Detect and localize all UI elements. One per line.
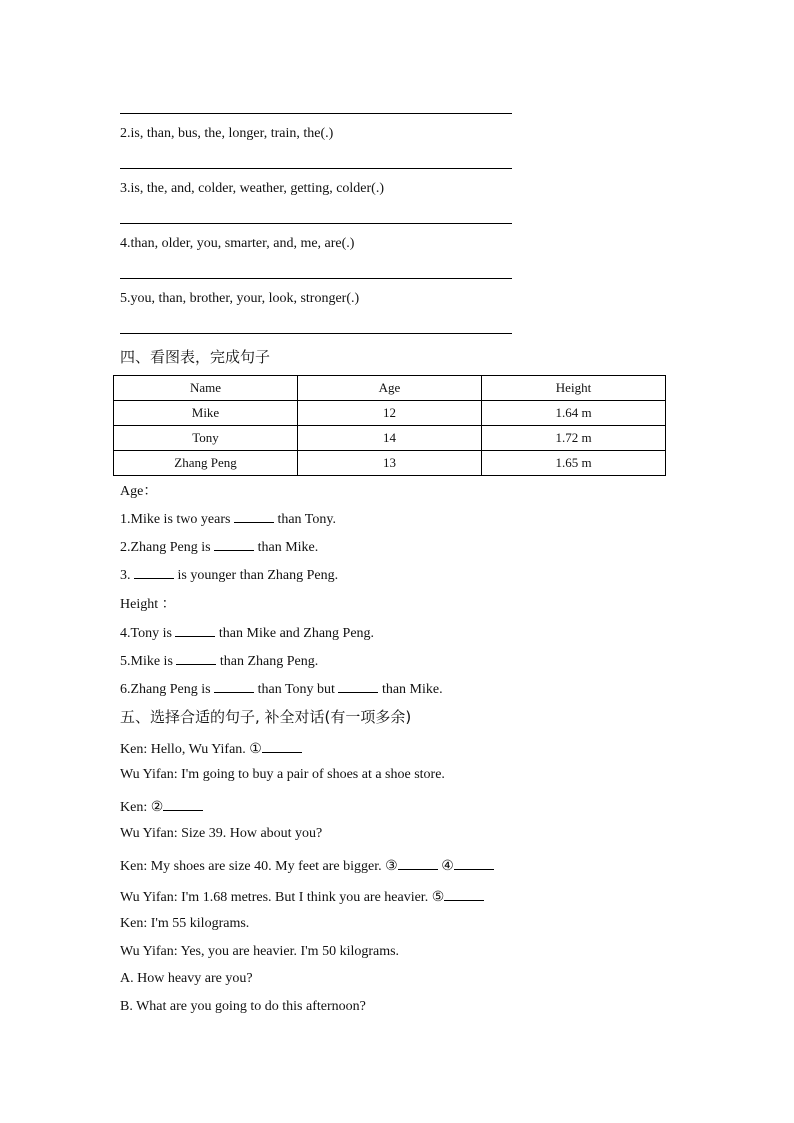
dialogue-line-7: Ken: I'm 55 kilograms. [120, 916, 250, 931]
dialogue-line-4: Wu Yifan: Size 39. How about you? [120, 826, 323, 841]
question-5 [120, 650, 318, 670]
sentence-item-3: 3.is, the, and, colder, weather, getting, colder(.) [120, 181, 385, 196]
answer-line-4 [120, 278, 512, 279]
answer-blank[interactable] [454, 855, 494, 870]
age-label: Age： [120, 484, 158, 499]
sentence-item-5: 5.you, than, brother, your, look, stronger(.) [120, 291, 360, 306]
question-text: 2.Zhang Peng is [120, 540, 211, 555]
table-cell: 1.65 m [482, 451, 666, 476]
dialogue-line-8: Wu Yifan: Yes, you are heavier. I'm 50 kilograms. [120, 944, 400, 959]
question-text: than Zhang Peng. [219, 654, 319, 669]
dialogue-line-1 [120, 738, 302, 758]
table-header-name: Name [114, 376, 298, 401]
answer-blank[interactable] [134, 564, 174, 579]
question-3 [120, 564, 338, 584]
answer-blank[interactable] [234, 508, 274, 523]
question-2 [120, 536, 318, 556]
table-cell: 14 [298, 426, 482, 451]
table-cell: 1.64 m [482, 401, 666, 426]
question-text: 4.Tony is [120, 626, 172, 641]
dialogue-text: Ken: Hello, Wu Yifan. ① [120, 742, 262, 757]
sentence-item-4: 4.than, older, you, smarter, and, me, are(.) [120, 236, 355, 251]
question-text: 5.Mike is [120, 654, 173, 669]
table-row [114, 426, 666, 451]
answer-line-3 [120, 223, 512, 224]
table-cell: 13 [298, 451, 482, 476]
table-cell: Mike [114, 401, 298, 426]
option-b: B. What are you going to do this afternoon? [120, 999, 366, 1014]
question-text: than Mike and Zhang Peng. [218, 626, 375, 641]
option-a: A. How heavy are you? [120, 971, 253, 986]
answer-blank[interactable] [163, 796, 203, 811]
answer-blank[interactable] [214, 536, 254, 551]
question-1 [120, 508, 336, 528]
answer-blank[interactable] [176, 650, 216, 665]
section-4-heading: 四、看图表，完成句子 [120, 348, 271, 366]
table-header-row [114, 376, 666, 401]
answer-blank[interactable] [262, 738, 302, 753]
question-4 [120, 622, 374, 642]
question-text: 3. [120, 568, 131, 583]
dialogue-text: Ken: My shoes are size 40. My feet are bigger. ③ [120, 859, 398, 874]
dialogue-line-3 [120, 796, 203, 816]
table-row [114, 401, 666, 426]
table-cell: Zhang Peng [114, 451, 298, 476]
dialogue-text: Ken: ② [120, 800, 164, 815]
question-text: is younger than Zhang Peng. [177, 568, 339, 583]
height-label: Height ： [120, 597, 176, 612]
question-text: 6.Zhang Peng is [120, 682, 211, 697]
question-text: than Mike. [381, 682, 443, 697]
answer-line-1 [120, 113, 512, 114]
answer-blank[interactable] [175, 622, 215, 637]
dialogue-line-5 [120, 855, 494, 875]
answer-blank[interactable] [398, 855, 438, 870]
answer-blank[interactable] [338, 678, 378, 693]
question-text: than Tony. [277, 512, 336, 527]
table-cell: 1.72 m [482, 426, 666, 451]
data-table [113, 375, 666, 476]
answer-blank[interactable] [214, 678, 254, 693]
answer-blank[interactable] [444, 886, 484, 901]
section-5-heading: 五、选择合适的句子, 补全对话(有一项多余) [120, 708, 412, 726]
table-cell: 12 [298, 401, 482, 426]
dialogue-text: Wu Yifan: I'm 1.68 metres. But I think you are heavier. ⑤ [120, 890, 445, 905]
question-text: than Tony but [257, 682, 335, 697]
table-cell: Tony [114, 426, 298, 451]
dialogue-line-2: Wu Yifan: I'm going to buy a pair of shoes at a shoe store. [120, 767, 445, 782]
question-text: than Mike. [257, 540, 319, 555]
sentence-item-2: 2.is, than, bus, the, longer, train, the(.) [120, 126, 334, 141]
dialogue-line-6 [120, 886, 484, 906]
table-header-height: Height [482, 376, 666, 401]
table-row [114, 451, 666, 476]
question-text: 1.Mike is two years [120, 512, 231, 527]
answer-line-5 [120, 333, 512, 334]
table-header-age: Age [298, 376, 482, 401]
dialogue-text: ④ [441, 859, 454, 874]
answer-line-2 [120, 168, 512, 169]
question-6 [120, 678, 443, 698]
